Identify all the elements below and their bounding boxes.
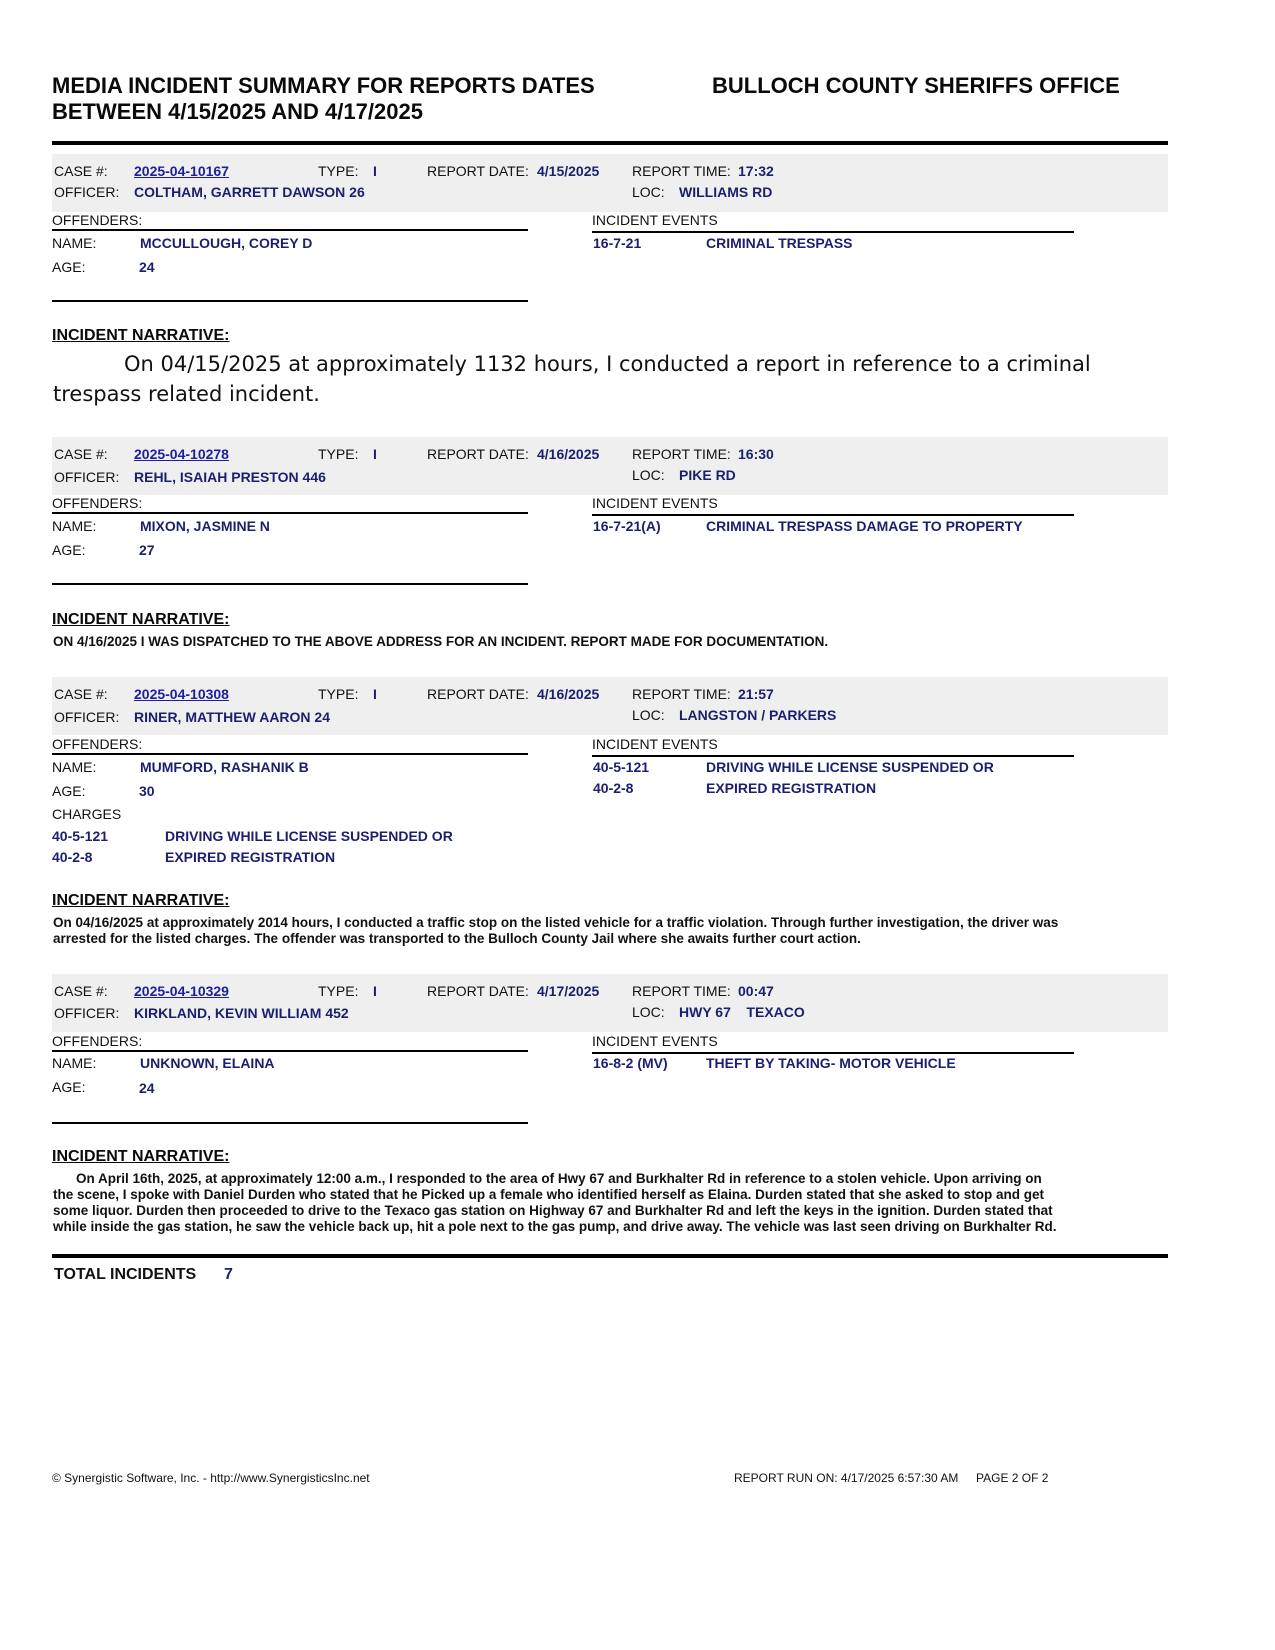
report-title-line2: BETWEEN 4/15/2025 AND 4/17/2025 <box>52 99 423 124</box>
event-description: EXPIRED REGISTRATION <box>706 780 877 796</box>
incident-events-label: INCIDENT EVENTS <box>592 495 718 511</box>
narrative-heading: INCIDENT NARRATIVE: <box>52 1148 230 1165</box>
event-code: 40-5-121 <box>593 759 650 775</box>
officer-label: OFFICER: <box>54 709 120 725</box>
charges-label: CHARGES <box>52 806 122 822</box>
narrative-heading: INCIDENT NARRATIVE: <box>52 611 230 628</box>
report-date-label: REPORT DATE: <box>427 983 529 999</box>
event-description: CRIMINAL TRESPASS DAMAGE TO PROPERTY <box>706 518 1023 534</box>
narrative-text: On 04/16/2025 at approximately 2014 hours, I conducted a traffic stop on the listed vehicle for a traffic violation. Through further investigation, the driver was <box>53 915 1059 930</box>
incident-events-label: INCIDENT EVENTS <box>592 736 718 752</box>
type-label: TYPE: <box>318 983 359 999</box>
age-label: AGE: <box>52 259 86 275</box>
type-value: I <box>373 446 377 462</box>
name-label: NAME: <box>52 759 97 775</box>
loc-value: WILLIAMS RD <box>679 184 773 200</box>
case-number-link[interactable]: 2025-04-10308 <box>134 686 229 702</box>
case-label: CASE #: <box>54 163 108 179</box>
offenders-label: OFFENDERS: <box>52 1033 143 1049</box>
narrative-heading: INCIDENT NARRATIVE: <box>52 892 230 909</box>
report-time-value: 17:32 <box>738 163 774 179</box>
report-time-label: REPORT TIME: <box>632 446 731 462</box>
narrative-text-line3: some liquor. Durden then proceeded to drive to the Texaco gas station on Highway 67 and Burkhalter Rd and left the keys in the ignition. Durden stated that <box>53 1203 1053 1218</box>
footer-page-number: PAGE 2 OF 2 <box>976 1471 1049 1485</box>
loc-value: HWY 67 TEXACO <box>679 1004 805 1020</box>
offenders-bottom-rule <box>52 583 528 585</box>
case-label: CASE #: <box>54 686 108 702</box>
report-date-label: REPORT DATE: <box>427 686 529 702</box>
event-code: 16-7-21(A) <box>593 518 661 534</box>
case-number-link[interactable]: 2025-04-10167 <box>134 163 229 179</box>
offender-name: MIXON, JASMINE N <box>140 518 270 534</box>
case-label: CASE #: <box>54 983 108 999</box>
narrative-text-line2: trespass related incident. <box>53 382 320 406</box>
loc-value: PIKE RD <box>679 467 736 483</box>
report-title-line1: MEDIA INCIDENT SUMMARY FOR REPORTS DATES <box>52 73 595 98</box>
narrative-text-line4: while inside the gas station, he saw the vehicle back up, hit a pole next to the gas pump, and drive away. The vehicle was last seen driving on Burkhalter Rd. <box>53 1219 1057 1234</box>
incident-events-label: INCIDENT EVENTS <box>592 1033 718 1049</box>
offender-age: 27 <box>139 542 155 558</box>
report-date-value: 4/16/2025 <box>537 446 600 462</box>
footer-report-run: REPORT RUN ON: 4/17/2025 6:57:30 AM <box>734 1471 959 1485</box>
offenders-label: OFFENDERS: <box>52 212 143 228</box>
age-label: AGE: <box>52 1079 86 1095</box>
loc-label: LOC: <box>632 1004 665 1020</box>
offender-age: 30 <box>139 783 155 799</box>
loc-value: LANGSTON / PARKERS <box>679 707 837 723</box>
age-label: AGE: <box>52 783 86 799</box>
report-time-label: REPORT TIME: <box>632 163 731 179</box>
report-time-label: REPORT TIME: <box>632 983 731 999</box>
report-time-value: 21:57 <box>738 686 774 702</box>
offenders-rule <box>52 1050 528 1052</box>
name-label: NAME: <box>52 235 97 251</box>
age-label: AGE: <box>52 542 86 558</box>
offenders-rule <box>52 753 528 755</box>
offender-age: 24 <box>139 259 155 275</box>
narrative-text-line2: arrested for the listed charges. The offender was transported to the Bulloch County Jail where she awaits further court action. <box>53 931 861 946</box>
name-label: NAME: <box>52 518 97 534</box>
offenders-rule <box>52 512 528 514</box>
total-incidents-label: TOTAL INCIDENTS <box>54 1266 197 1283</box>
name-label: NAME: <box>52 1055 97 1071</box>
offenders-rule <box>52 229 528 231</box>
case-label: CASE #: <box>54 446 108 462</box>
header-divider <box>52 141 1168 145</box>
case-number-link[interactable]: 2025-04-10278 <box>134 446 229 462</box>
event-description: CRIMINAL TRESPASS <box>706 235 853 251</box>
events-rule <box>592 231 1074 233</box>
offender-name: UNKNOWN, ELAINA <box>140 1055 275 1071</box>
report-time-value: 00:47 <box>738 983 774 999</box>
offenders-bottom-rule <box>52 300 528 302</box>
totals-divider <box>52 1254 1168 1258</box>
offenders-label: OFFENDERS: <box>52 736 143 752</box>
officer-value: KIRKLAND, KEVIN WILLIAM 452 <box>134 1005 349 1021</box>
type-label: TYPE: <box>318 446 359 462</box>
agency-name: BULLOCH COUNTY SHERIFFS OFFICE <box>712 73 1120 98</box>
report-date-value: 4/17/2025 <box>537 983 600 999</box>
officer-value: RINER, MATTHEW AARON 24 <box>134 709 330 725</box>
event-code: 16-7-21 <box>593 235 642 251</box>
footer-copyright: © Synergistic Software, Inc. - http://www.SynergisticsInc.net <box>52 1471 370 1485</box>
charge-description: EXPIRED REGISTRATION <box>165 849 336 865</box>
report-date-label: REPORT DATE: <box>427 446 529 462</box>
loc-label: LOC: <box>632 184 665 200</box>
event-code: 16-8-2 (MV) <box>593 1055 668 1071</box>
offender-age: 24 <box>139 1080 155 1096</box>
officer-label: OFFICER: <box>54 184 120 200</box>
type-label: TYPE: <box>318 163 359 179</box>
loc-label: LOC: <box>632 707 665 723</box>
charge-description: DRIVING WHILE LICENSE SUSPENDED OR <box>165 828 453 844</box>
officer-value: COLTHAM, GARRETT DAWSON 26 <box>134 184 365 200</box>
events-rule <box>592 1052 1074 1054</box>
report-date-label: REPORT DATE: <box>427 163 529 179</box>
report-time-label: REPORT TIME: <box>632 686 731 702</box>
narrative-text: On April 16th, 2025, at approximately 12:00 a.m., I responded to the area of Hwy 67 and Burkhalter Rd in reference to a stolen vehicle. Upon arriving on <box>76 1171 1042 1186</box>
total-incidents-value: 7 <box>224 1266 233 1283</box>
narrative-text-line2: the scene, I spoke with Daniel Durden who stated that he Picked up a female who identified herself as Elaina. Durden stated that she asked to stop and get <box>53 1187 1044 1202</box>
report-date-value: 4/16/2025 <box>537 686 600 702</box>
report-title <box>52 73 595 125</box>
event-code: 40-2-8 <box>593 780 634 796</box>
type-value: I <box>373 163 377 179</box>
event-description: DRIVING WHILE LICENSE SUSPENDED OR <box>706 759 994 775</box>
events-rule <box>592 755 1074 757</box>
loc-label: LOC: <box>632 467 665 483</box>
officer-label: OFFICER: <box>54 1005 120 1021</box>
offenders-label: OFFENDERS: <box>52 495 143 511</box>
charge-code: 40-5-121 <box>52 828 109 844</box>
officer-label: OFFICER: <box>54 469 120 485</box>
type-value: I <box>373 686 377 702</box>
officer-value: REHL, ISAIAH PRESTON 446 <box>134 469 326 485</box>
report-time-value: 16:30 <box>738 446 774 462</box>
offenders-bottom-rule <box>52 1122 528 1124</box>
type-label: TYPE: <box>318 686 359 702</box>
case-number-link[interactable]: 2025-04-10329 <box>134 983 229 999</box>
charge-code: 40-2-8 <box>52 849 93 865</box>
narrative-text: On 04/15/2025 at approximately 1132 hours, I conducted a report in reference to a criminal <box>124 352 1091 376</box>
event-description: THEFT BY TAKING- MOTOR VEHICLE <box>706 1055 956 1071</box>
offender-name: MCCULLOUGH, COREY D <box>140 235 313 251</box>
incident-events-label: INCIDENT EVENTS <box>592 212 718 228</box>
events-rule <box>592 514 1074 516</box>
type-value: I <box>373 983 377 999</box>
offender-name: MUMFORD, RASHANIK B <box>140 759 309 775</box>
narrative-heading: INCIDENT NARRATIVE: <box>52 327 230 344</box>
report-date-value: 4/15/2025 <box>537 163 600 179</box>
narrative-text: ON 4/16/2025 I WAS DISPATCHED TO THE ABOVE ADDRESS FOR AN INCIDENT. REPORT MADE FOR DOCUMENTATION. <box>53 634 829 649</box>
